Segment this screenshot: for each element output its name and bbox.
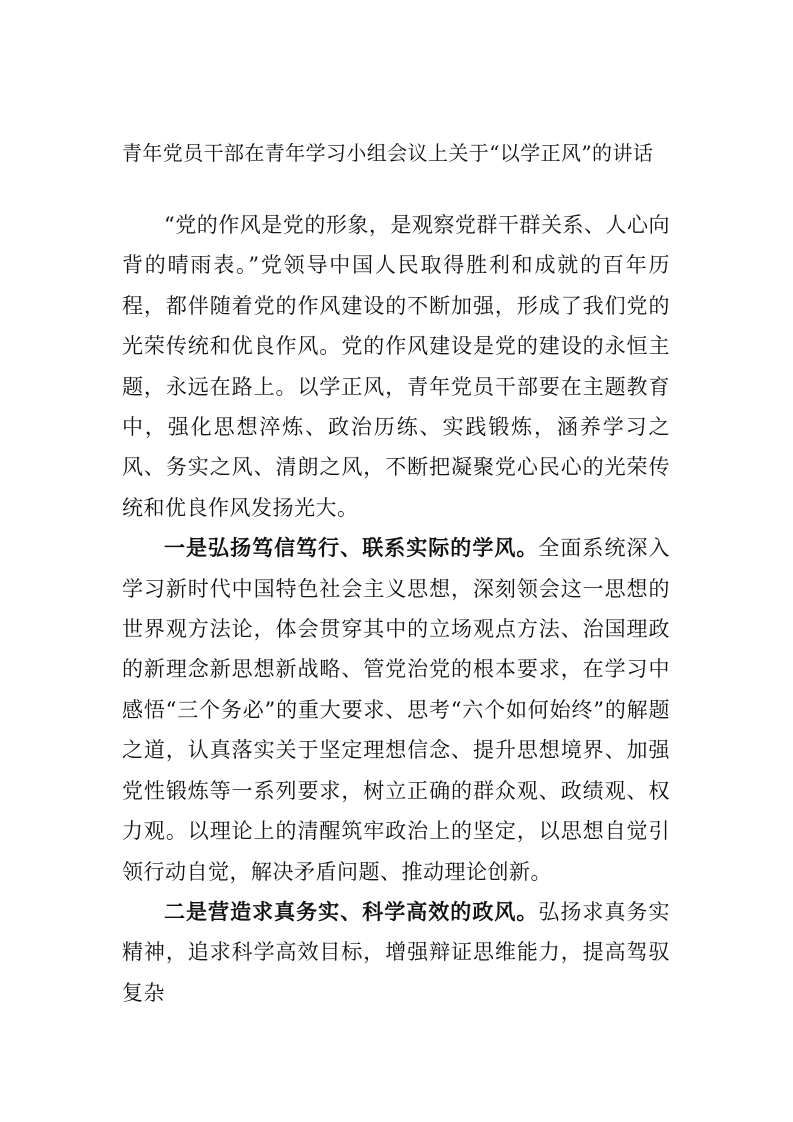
paragraph-text: “党的作风是党的形象，是观察党群干群关系、人心向背的晴雨表。”党领导中国人民取得胜利和成就的百年历程，都伴随着党的作风建设的不断加强，形成了我们党的光荣传统和优良作风。党的作风建设是党的建设的永恒主题，永远在路上。以学正风，青年党员干部要在主题教育中，强化思想淬炼、政治历练、实践锻炼，涵养学习之风、务实之风、清朗之风，不断把凝聚党心民心的光荣传统和优良作风发扬光大。 xyxy=(122,213,670,520)
paragraph-lead: 二是营造求真务实、科学高效的政风。 xyxy=(164,898,539,924)
paragraph-text: 弘扬求真务实精神，追求科学高效目标，增强辩证思维能力，提高驾驭复杂 xyxy=(122,899,671,1005)
paragraph-study-style xyxy=(122,528,670,892)
paragraph-intro xyxy=(122,205,670,528)
paragraph-lead: 一是弘扬笃信笃行、联系实际的学风。 xyxy=(164,535,539,561)
paragraph-governance-style xyxy=(122,892,670,1013)
document-body xyxy=(122,205,670,1013)
paragraph-text: 全面系统深入学习新时代中国特色社会主义思想，深刻领会这一思想的世界观方法论，体会贯穿其中的立场观点方法、治国理政的新理念新思想新战略、管党治党的根本要求，在学习中感悟“三个务必”的重大要求、思考“六个如何始终”的解题之道，认真落实关于坚定理想信念、提升思想境界、加强党性锻炼等一系列要求，树立正确的群众观、政绩观、权力观。以理论上的清醒筑牢政治上的坚定，以思想自觉引领行动自觉，解决矛盾问题、推动理论创新。 xyxy=(122,536,671,884)
document-title: 青年党员干部在青年学习小组会议上关于“以学正风”的讲话 xyxy=(122,141,654,165)
